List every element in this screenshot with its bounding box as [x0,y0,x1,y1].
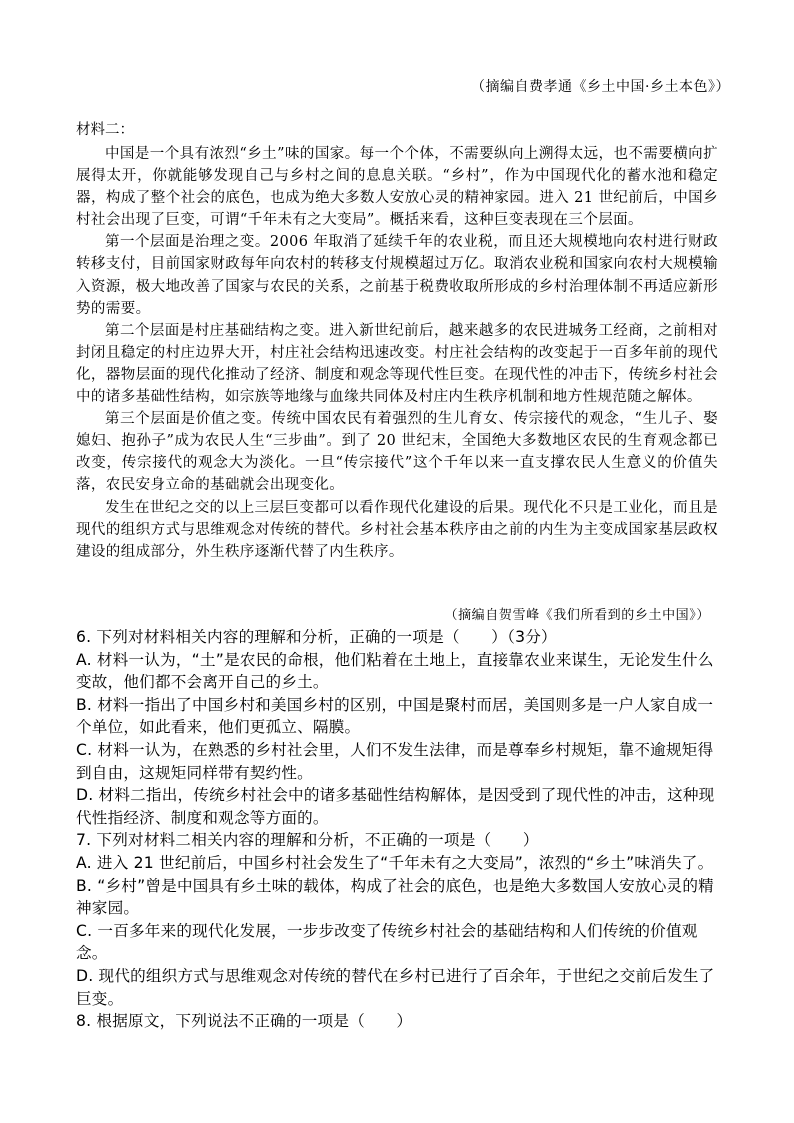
question-6-option-b: B. 材料一指出了中国乡村和美国乡村的区别，中国是聚村而居，美国则多是一户人家自成一个单位，如此看来，他们更孤立、隔膜。 [76,695,714,737]
source-citation-2: （摘编自贺雪峰《我们所看到的乡土中国》） [444,608,710,623]
article-paragraph: 第一个层面是治理之变。2006 年取消了延续千年的农业税，而且还大规模地向农村进行财政转移支付，目前国家财政每年向农村的转移支付规模超过万亿。取消农业税和国家向农村大规模输入资源，极大地改善了国家与农民的关系，之前基于税费收取所形成的乡村治理体制不再适应新形势的需要。 [76,234,718,317]
article-paragraph: 第二个层面是村庄基础结构之变。进入新世纪前后，越来越多的农民进城务工经商，之前相对封闭且稳定的村庄边界大开，村庄社会结构迅速改变。村庄社会结构的改变起于一百多年前的现代化，器物层面的现代化推动了经济、制度和观念等现代性巨变。在现代性的冲击下，传统乡村社会中的诸多基础性结构，如宗族等地缘与血缘共同体及村庄内生秩序机制和地方性规范随之解体。 [76,322,718,406]
question-6-option-c: C. 材料一认为，在熟悉的乡村社会里，人们不发生法律，而是尊奉乡村规矩，靠不逾规矩得到自由，这规矩同样带有契约性。 [76,740,714,782]
article-paragraph: 中国是一个具有浓烈“乡土”味的国家。每一个个体，不需要纵向上溯得太远，也不需要横向扩展得太开，你就能够发现自己与乡村之间的息息关联。“乡村”，作为中国现代化的蓄水池和稳定器，构成了整个社会的底色，也成为绝大多数人安放心灵的精神家园。进入 21 世纪前后，中国乡村社会出现了巨变，可谓“千年未有之大变局”。概括来看，这种巨变表现在三个层面。 [76,146,718,229]
material-2-article [76,143,718,563]
question-7-option-a: A. 进入 21 世纪前后，中国乡村社会发生了“千年未有之大变局”，浓烈的“乡土”味消失了。 [76,853,714,872]
article-paragraph: 发生在世纪之交的以上三层巨变都可以看作现代化建设的后果。现代化不只是工业化，而且是现代的组织方式与思维观念对传统的替代。乡村社会基本秩序由之前的内生为主变成国家基层政权建设的组成部分，外生秩序逐渐代替了内生秩序。 [76,499,718,560]
question-6-stem: 6. 下列对材料相关内容的理解和分析，正确的一项是（ ）（3分） [76,628,557,646]
question-7-option-d: D. 现代的组织方式与思维观念对传统的替代在乡村已进行了百余年，于世纪之交前后发生了巨变。 [76,966,715,1008]
question-7-option-b: B. “乡村”曾是中国具有乡土味的载体，构成了社会的底色，也是绝大多数国人安放心灵的精神家园。 [76,876,714,918]
question-list [76,626,718,1033]
question-7-option-c: C. 一百多年来的现代化发展，一步步改变了传统乡村社会的基础结构和人们传统的价值观念。 [76,921,698,963]
question-6-option-d: D. 材料二指出，传统乡村社会中的诸多基础性结构解体，是因受到了现代性的冲击，这种现代性指经济、制度和观念等方面的。 [76,786,715,827]
material-2-label: 材料二： [76,122,134,138]
question-7-stem: 7. 下列对材料二相关内容的理解和分析，不正确的一项是（ ） [76,831,539,850]
question-8-stem: 8. 根据原文，下列说法不正确的一项是（ ） [76,1012,413,1031]
source-citation-1: （摘编自费孝通《乡土中国·乡土本色》） [471,79,730,95]
article-paragraph: 第三个层面是价值之变。传统中国农民有着强烈的生儿育女、传宗接代的观念，“生儿子、娶媳妇、抱孙子”成为农民人生“三步曲”。到了 20 世纪末，全国绝大多数地区农民的生育观念都已改变，传宗接代的观念大为淡化。一旦“传宗接代”这个千年以来一直支撑农民人生意义的价值失落，农民安身立命的基础就会出现变化。 [76,411,718,494]
question-6-option-a: A. 材料一认为，“土”是农民的命根，他们粘着在土地上，直接靠农业来谋生，无论发生什么变故，他们都不会离开自己的乡土。 [76,650,714,692]
